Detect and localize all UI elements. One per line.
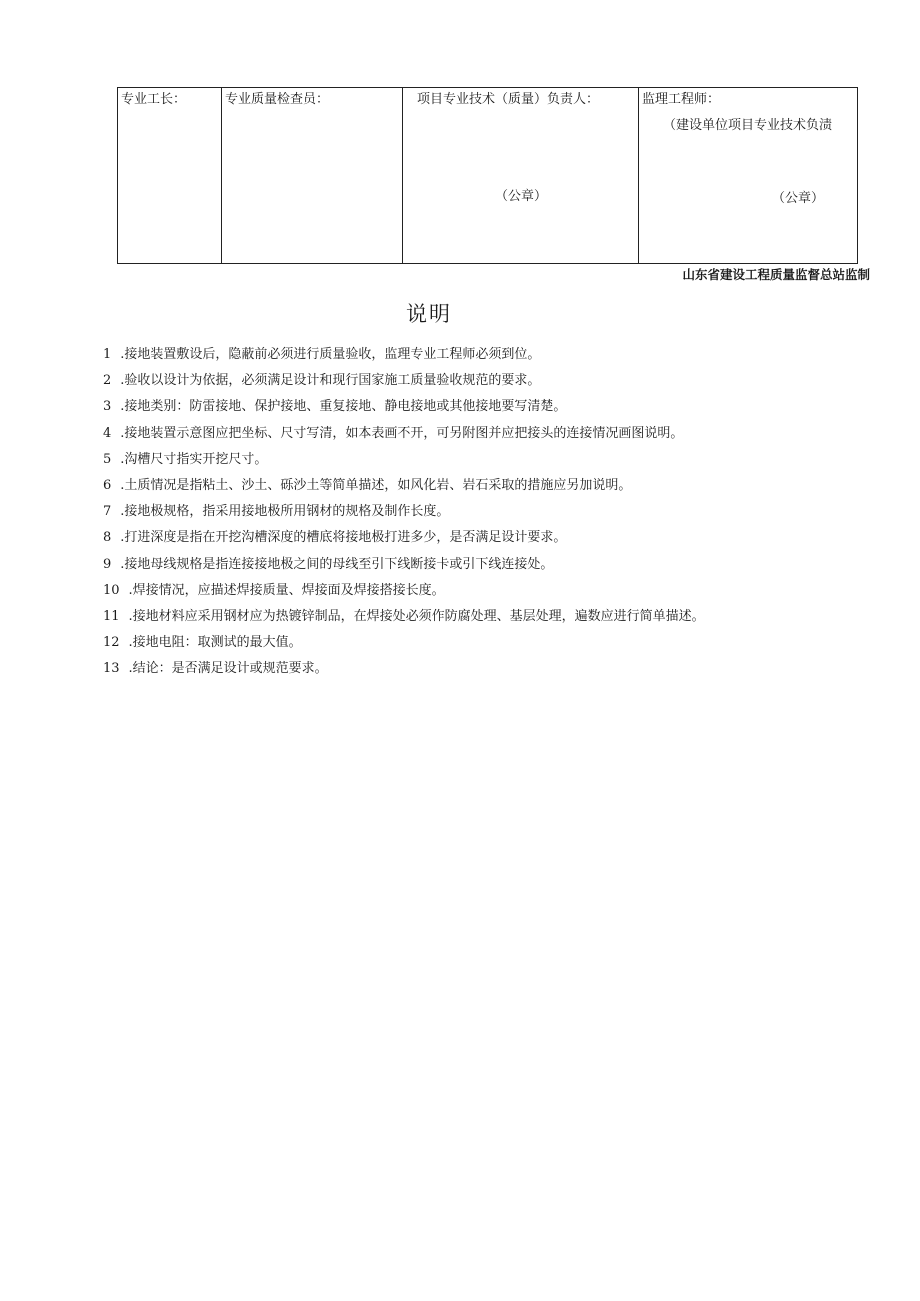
note-number: 8 xyxy=(103,530,112,546)
supervisor-cell xyxy=(639,88,858,264)
note-text: .接地装置敷设后，隐蔽前必须进行质量验收，监理专业工程师必须到位。 xyxy=(120,347,541,362)
inspector-label: 专业质量检查员： xyxy=(225,92,330,107)
supervisor-label: 监理工程师： xyxy=(642,92,721,107)
notes-list xyxy=(103,342,705,683)
note-number: 10 xyxy=(103,582,120,598)
note-item xyxy=(103,473,705,499)
supervisor-seal: （公章） xyxy=(772,191,825,206)
note-text: .接地材料应采用钢材应为热镀锌制品，在焊接处必须作防腐处理、基层处理，遍数应进行简单描述。 xyxy=(128,609,705,625)
note-text: .焊接情况，应描述焊接质量、焊接面及焊接搭接长度。 xyxy=(128,582,445,598)
note-item xyxy=(103,630,705,656)
note-text: .接地类别：防雷接地、保护接地、重复接地、静电接地或其他接地要写清楚。 xyxy=(120,399,567,415)
note-number: 6 xyxy=(103,478,112,494)
note-item xyxy=(103,342,705,368)
note-item xyxy=(103,656,705,682)
note-text: .沟槽尺寸指实开挖尺寸。 xyxy=(120,451,268,467)
note-number: 9 xyxy=(103,556,112,572)
note-number: 7 xyxy=(103,504,112,520)
note-text: .接地母线规格是指连接接地极之间的母线至引下线断接卡或引下线连接处。 xyxy=(120,556,554,572)
note-text: .验收以设计为依据，必须满足设计和现行国家施工质量验收规范的要求。 xyxy=(120,373,541,389)
note-item xyxy=(103,578,705,604)
issuer-text: 山东省建设工程质量监督总站监制 xyxy=(682,267,870,282)
note-number: 4 xyxy=(103,425,112,441)
note-text: .打进深度是指在开挖沟槽深度的槽底将接地极打进多少，是否满足设计要求。 xyxy=(120,530,567,546)
note-number: 1 xyxy=(103,347,112,362)
note-number: 3 xyxy=(103,399,112,415)
foreman-cell xyxy=(118,88,222,264)
note-text: .接地极规格，指采用接地极所用钢材的规格及制作长度。 xyxy=(120,504,450,520)
note-item xyxy=(103,499,705,525)
note-item xyxy=(103,421,705,447)
note-item xyxy=(103,394,705,420)
note-text: .结论：是否满足设计或规范要求。 xyxy=(128,661,328,677)
note-text: .接地装置示意图应把坐标、尺寸写清，如本表画不开，可另附图并应把接头的连接情况画图说明。 xyxy=(120,425,684,441)
inspector-cell xyxy=(222,88,403,264)
tech-lead-seal: （公章） xyxy=(495,189,548,204)
note-item xyxy=(103,604,705,630)
note-number: 13 xyxy=(103,661,120,677)
note-number: 11 xyxy=(103,609,120,625)
tech-lead-label: 项目专业技术（质量）负责人： xyxy=(417,92,600,107)
section-title: 说明 xyxy=(406,302,452,326)
note-item xyxy=(103,447,705,473)
tech-lead-cell xyxy=(403,88,639,264)
note-number: 5 xyxy=(103,451,112,467)
note-item xyxy=(103,525,705,551)
note-number: 2 xyxy=(103,373,112,389)
foreman-label: 专业工长： xyxy=(121,92,187,107)
signature-table xyxy=(117,87,858,264)
note-text: .土质情况是指粘土、沙土、砾沙土等简单描述，如风化岩、岩石采取的措施应另加说明。 xyxy=(120,478,632,494)
note-text: .接地电阻：取测试的最大值。 xyxy=(128,635,302,651)
note-number: 12 xyxy=(103,635,120,651)
note-item xyxy=(103,368,705,394)
supervisor-sub-label: （建设单位项目专业技术负渍 xyxy=(663,118,833,133)
note-item xyxy=(103,552,705,578)
